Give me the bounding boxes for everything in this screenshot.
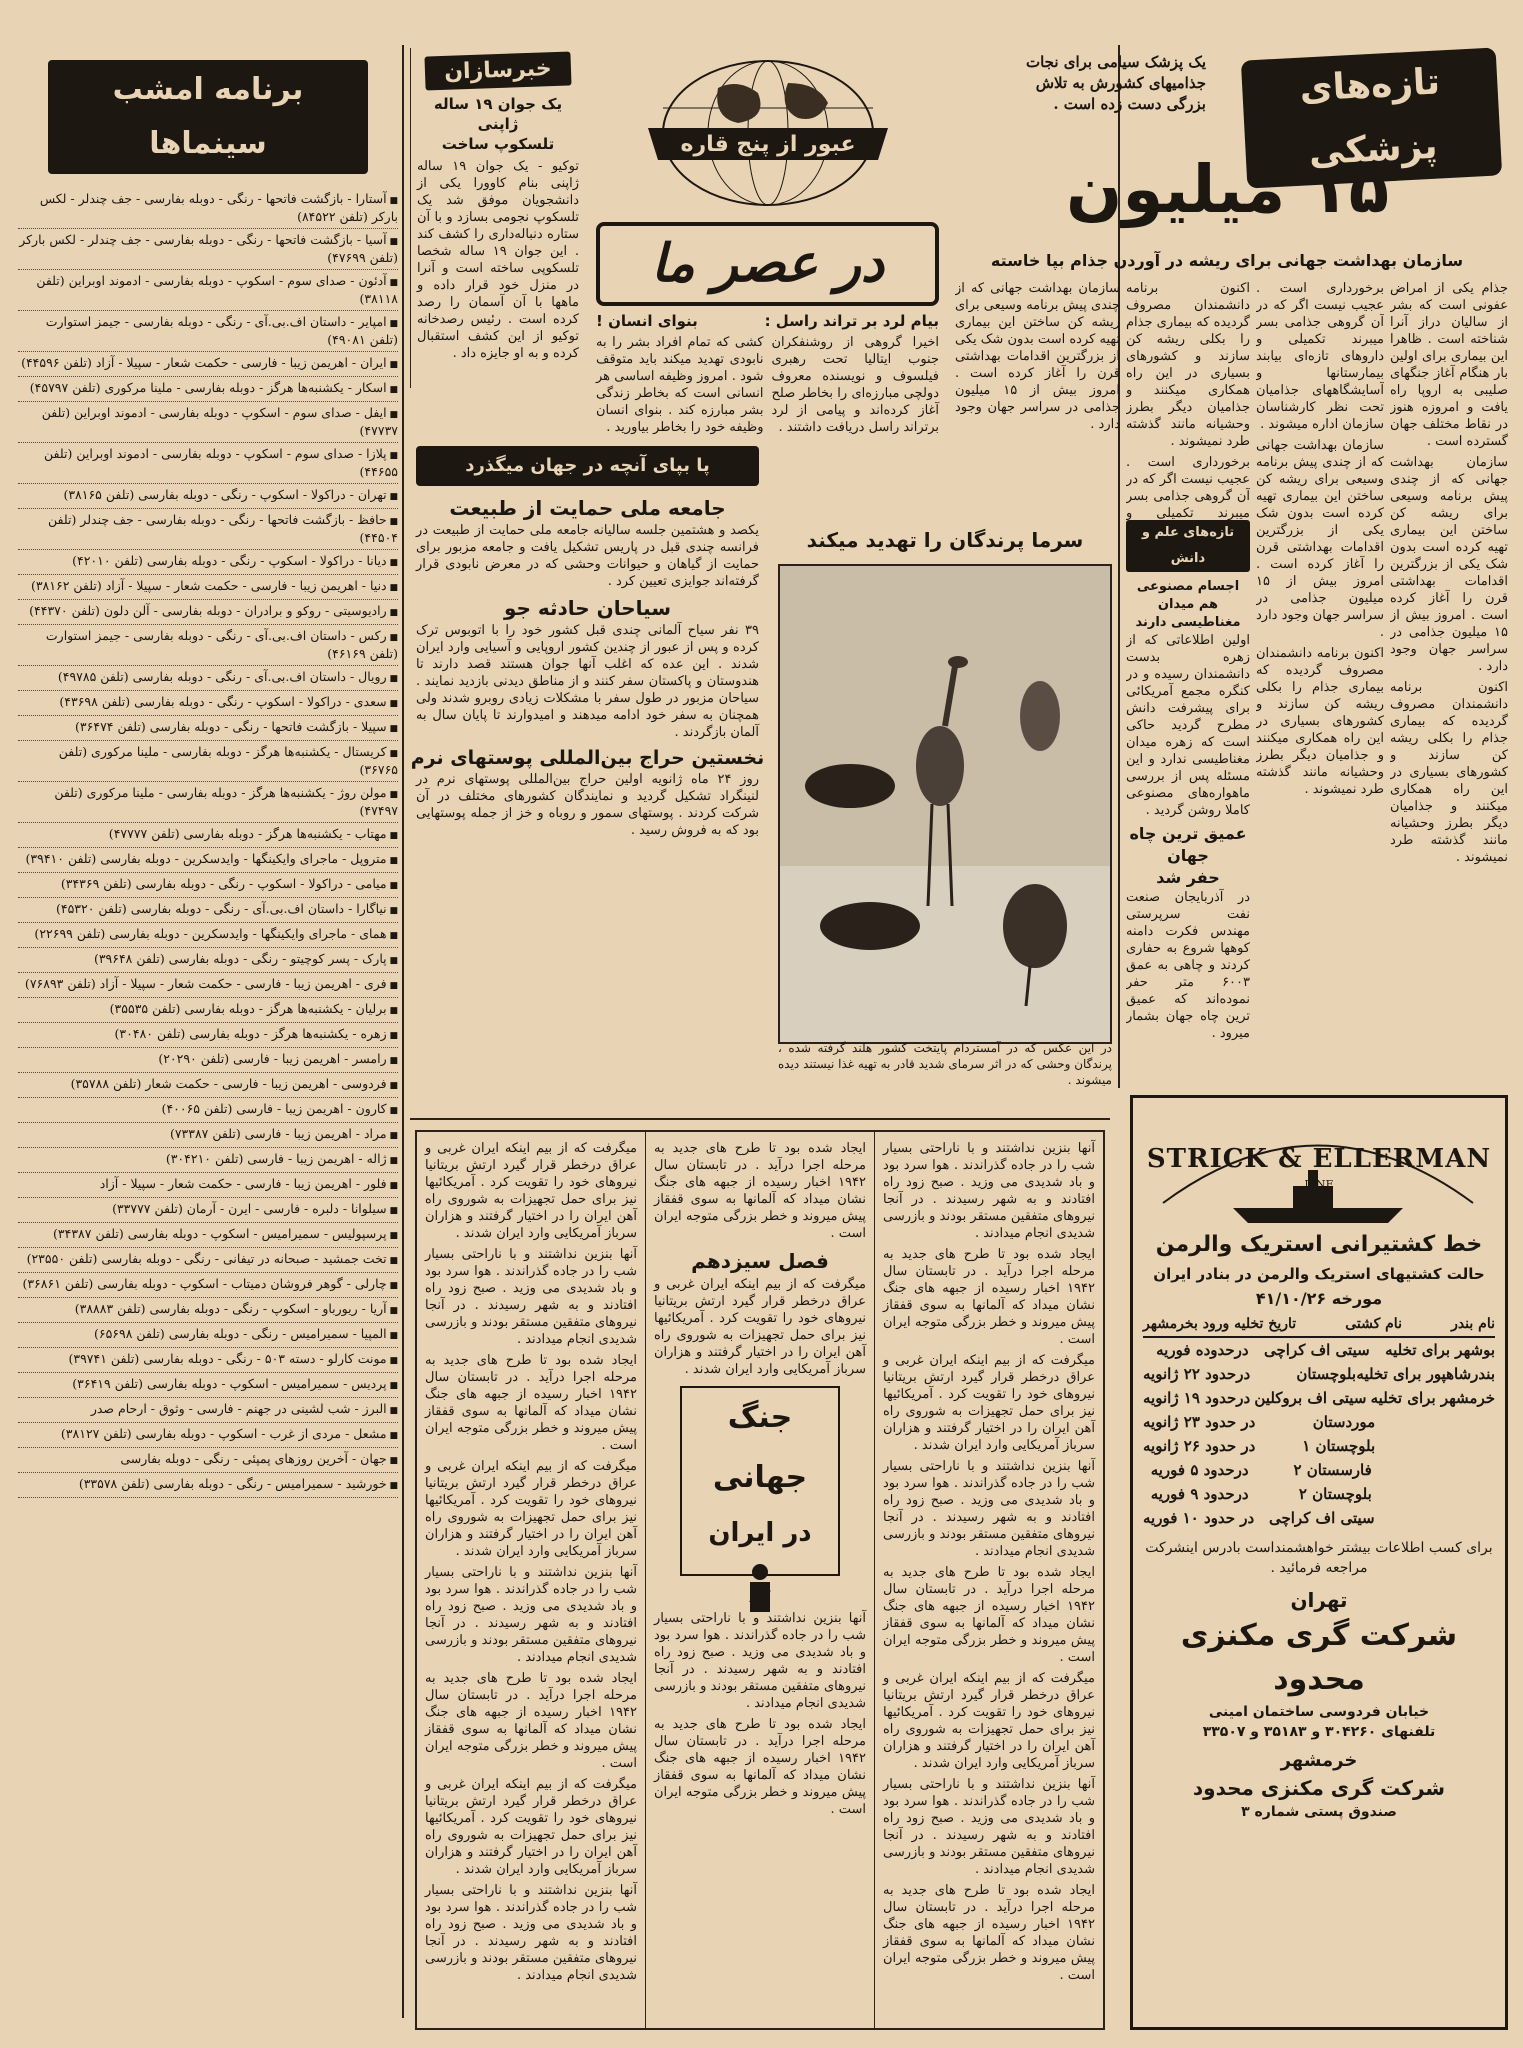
serial-text: ایجاد شده بود تا طرح های جدید به مرحله اجرا درآید . در تابستان سال ۱۹۴۲ اخبار رسیده از جبهه های جنگ نشان میداد که آلمانها به سوی قفقاز پیش میروند و خطر بزرگی متوجه ایران است . — [654, 1717, 866, 1817]
cinema-listing: ■ برلیان - یکشنبه‌ها هرگز - دوبله بفارسی (تلفن ۳۵۵۳۵) — [18, 998, 398, 1023]
serial-poster — [680, 1386, 840, 1576]
ad-table-row — [1143, 1506, 1495, 1530]
serial-text: آنها بنزین نداشتند و با ناراحتی بسیار شب را در جاده گذراندند . هوا سرد بود و باد شدیدی می وزید . صبح زود راه افتادند و به شهر رسیدند . در آنجا نیروهای متفقین مستقر بودند و بازرسی شدیدی انجام میدادند . — [425, 1247, 637, 1347]
ad-cell-date: در حدود ۲۶ ژانویه — [1143, 1437, 1256, 1455]
cinema-listing: ■ سیلوانا - دلبره - فارسی - ایرن - آرمان (تلفن ۳۳۷۷۷) — [18, 1198, 398, 1223]
ad-cell-date: درحدود ۲۲ ژانویه — [1143, 1365, 1251, 1383]
era-section — [590, 222, 945, 437]
science-section — [1126, 520, 1250, 1105]
cinema-listing: ■ مشعل - مردی از غرب - اسکوپ - دوبله بفارسی (تلفن ۳۸۱۲۷) — [18, 1423, 398, 1448]
ad-cell-port — [1389, 1434, 1495, 1458]
cinema-listing: ■ اسکار - یکشنبه‌ها هرگز - دوبله بفارسی - ملینا مرکوری (تلفن ۴۵۷۹۷) — [18, 377, 398, 402]
ad-note: برای کسب اطلاعات بیشتر خواهشمنداست بادرس اینشرکت مراجعه فرمائید . — [1145, 1540, 1493, 1576]
ad-col-header: نام کشتی — [1345, 1316, 1402, 1332]
cinema-listing: ■ زهره - یکشنبه‌ها هرگز - دوبله بفارسی (تلفن ۳۰۴۸۰) — [18, 1023, 398, 1048]
serial-text: ایجاد شده بود تا طرح های جدید به مرحله اجرا درآید . در تابستان سال ۱۹۴۲ اخبار رسیده از جبهه های جنگ نشان میداد که آلمانها به سوی قفقاز پیش میروند و خطر بزرگی متوجه ایران است . — [883, 1883, 1095, 1983]
cinema-listing: ■ ایفل - صدای سوم - اسکوپ - دوبله بفارسی - ادموند اوبراین (تلفن ۴۷۷۳۷) — [18, 402, 398, 443]
cinema-list — [18, 188, 398, 1498]
ad-table-row — [1143, 1386, 1495, 1410]
serial-text: میگرفت که از بیم اینکه ایران غربی و عراق درخطر قرار گیرد ارتش بریتانیا نیروهای خود را تقویت کرد . آمریکائیها نیز برای حمل تجهیزات به شوروی راه آهن ایران را در اختیار گرفتند و هزاران سرباز آمریکایی وارد ایران شدند . — [654, 1277, 866, 1377]
birds-image — [780, 566, 1110, 1042]
medical-text: اکنون برنامه دانشمندان مصروف گردیده که بیماری جذام را بکلی ریشه کن سازند و کشورهای بسیاری در این راه همکاری میکنند و جذامیان دیگر بطرز وحشیانه مانند گذشته طرد نمیشوند . — [1256, 646, 1384, 797]
poster-title: جنگ جهانی — [712, 1400, 808, 1495]
ad-cell-date: درحدود ۱۹ ژانویه — [1143, 1389, 1251, 1407]
cinema-listing: ■ مولن روژ - یکشنبه‌ها هرگز - دوبله بفارسی - ملینا مرکوری (تلفن ۴۷۴۹۷) — [18, 782, 398, 823]
ad-cell-date: در حدود ۲۳ ژانویه — [1143, 1413, 1256, 1431]
medical-text: برخورداری است . عجیب نیست اگر که در آن گروهی جذامی بسر میبرند تکمیلی و داروهای تازه‌ای بیابند بیمارستانها و آسایشگاههای جذامیان تحت نظر کارشناسان سازمان اداره میشوند . — [1256, 281, 1384, 432]
ad-cell-ship: بلوچستان ۲ — [1298, 1485, 1372, 1503]
era-title-box — [596, 222, 939, 306]
ad-cell-ship: موردستان — [1312, 1413, 1376, 1431]
cinema-listing: ■ پلازا - صدای سوم - اسکوپ - دوبله بفارسی - ادموند اوبراین (تلفن ۴۴۶۵۵) — [18, 443, 398, 484]
serial-text: آنها بنزین نداشتند و با ناراحتی بسیار شب را در جاده گذراندند . هوا سرد بود و باد شدیدی می وزید . صبح زود راه افتادند و به شهر رسیدند . در آنجا نیروهای متفقین مستقر بودند و بازرسی شدیدی انجام میدادند . — [654, 1611, 866, 1711]
serial-text: میگرفت که از بیم اینکه ایران غربی و عراق درخطر قرار گیرد ارتش بریتانیا نیروهای خود را تقویت کرد . آمریکائیها نیز برای حمل تجهیزات به شوروی راه آهن ایران را در اختیار گرفتند و هزاران سرباز آمریکایی وارد ایران شدند . — [883, 1671, 1095, 1771]
ad-city: خرمشهر — [1280, 1750, 1358, 1771]
cinema-listing: ■ کریستال - یکشنبه‌ها هرگز - دوبله بفارسی - ملینا مرکوری (تلفن ۳۶۷۶۵) — [18, 741, 398, 782]
science-headline: اجسام مصنوعی هم میدان — [1136, 579, 1240, 612]
ad-logo-text: STRICK & ELLERMAN — [1146, 1144, 1492, 1174]
ad-cell-ship: سیتی اف بروکلین — [1254, 1389, 1367, 1407]
cinema-listing: ■ مونت کارلو - دسته ۵۰۳ - رنگی - دوبله بفارسی (تلفن ۳۹۷۴۱) — [18, 1348, 398, 1373]
cinema-listing: ■ همای - ماجرای وایکینگها - وایدسکرین - دوبله بفارسی (تلفن ۲۲۶۹۹) — [18, 923, 398, 948]
medical-text: سازمان بهداشت جهانی که از چندی پیش برنامه وسیعی برای ریشه کن ساختن این بیماری تهیه کرده است بدون شک یکی از بزرگترین اقدامات بهداشتی قرن را آغاز کرده است . امروز بیش از ۱۵ میلیون جذامی در سراسر جهان وجود دارد . — [1256, 438, 1384, 640]
ad-table-row — [1143, 1458, 1495, 1482]
ad-cell-port — [1389, 1482, 1495, 1506]
cinema-listing: ■ امپایر - داستان اف.بی.آی - رنگی - دوبله بفارسی - جیمز استوارت (تلفن ۴۹۰۸۱) — [18, 311, 398, 352]
ad-col-header: تاریخ تخلیه ورود بخرمشهر — [1143, 1316, 1297, 1332]
cinema-listing: ■ ژاله - اهریمن زیبا - فارسی (تلفن ۳۰۴۲۱۰) — [18, 1148, 398, 1173]
world-headline: نخستین حراج بین‌المللی پوستهای نرم — [410, 747, 765, 769]
serial-text: ایجاد شده بود تا طرح های جدید به مرحله اجرا درآید . در تابستان سال ۱۹۴۲ اخبار رسیده از جبهه های جنگ نشان میداد که آلمانها به سوی قفقاز پیش میروند و خطر بزرگی متوجه ایران است . — [425, 1353, 637, 1453]
cinema-listing: ■ کارون - اهریمن زیبا - فارسی (تلفن ۴۰۰۶۵) — [18, 1098, 398, 1123]
ad-table — [1143, 1338, 1495, 1530]
ad-cell-ship: سیتی اف کراچی — [1268, 1509, 1375, 1527]
ad-subtitle: حالت کشتیهای استریک والرمن در بنادر ایران — [1153, 1265, 1485, 1283]
world-headline: سیاحان حادثه جو — [503, 596, 672, 620]
ad-cell-date: درحدود ۹ فوریه — [1150, 1485, 1249, 1503]
cinema-listing: ■ حافظ - بازگشت فاتحها - رنگی - دوبله بفارسی - جف چندلر (تلفن ۴۴۵۰۴) — [18, 509, 398, 550]
cinema-listing: ■ آسیا - بازگشت فاتحها - رنگی - دوبله بفارسی - جف چندلر - لکس بارکر (تلفن ۴۷۶۹۹) — [18, 229, 398, 270]
serial-text: آنها بنزین نداشتند و با ناراحتی بسیار شب را در جاده گذراندند . هوا سرد بود و باد شدیدی می وزید . صبح زود راه افتادند و به شهر رسیدند . در آنجا نیروهای متفقین مستقر بودند و بازرسی شدیدی انجام میدادند . — [425, 1565, 637, 1665]
world-bar-title: پا بپای آنچه در جهان میگذرد — [416, 446, 759, 486]
news-makers-badge: خبرسازان — [424, 51, 571, 90]
serial-section — [415, 1130, 1105, 2030]
ad-cell-date: درحدوده فوریه — [1156, 1341, 1249, 1359]
cinema-listing: ■ پارک - پسر کوچیتو - رنگی - دوبله بفارسی (تلفن ۳۹۶۴۸) — [18, 948, 398, 973]
ad-cell-ship: بلوچستان — [1296, 1365, 1357, 1383]
news-makers-headline: یک جوان ۱۹ ساله ژاپنی — [433, 95, 563, 133]
cinema-listing: ■ رادیوسیتی - روکو و برادران - دوبله بفارسی - آلن دلون (تلفن ۴۴۳۷۰) — [18, 600, 398, 625]
cinema-listing: ■ مراد - اهریمن زیبا - فارسی (تلفن ۷۳۳۸۷) — [18, 1123, 398, 1148]
world-headline: جامعه ملی حمایت از طبیعت — [449, 496, 726, 520]
ad-company: شرکت گری مکنزی محدود — [1192, 1776, 1446, 1800]
serial-text: ایجاد شده بود تا طرح های جدید به مرحله اجرا درآید . در تابستان سال ۱۹۴۲ اخبار رسیده از جبهه های جنگ نشان میداد که آلمانها به سوی قفقاز پیش میروند و خطر بزرگی متوجه ایران است . — [883, 1565, 1095, 1665]
medical-text: سازمان بهداشت جهانی که از چندی پیش برنامه وسیعی برای ریشه کن ساختن این بیماری تهیه کرده است بدون شک یکی از بزرگترین اقدامات بهداشتی قرن را آغاز کرده است . امروز بیش از ۱۵ میلیون جذامی در سراسر جهان وجود دارد . — [1390, 455, 1508, 674]
kicker-line: یک پزشک سیامی برای نجات — [1025, 53, 1206, 71]
ad-cell-port: بوشهر برای تخلیه — [1385, 1341, 1495, 1359]
medical-text: اکنون برنامه دانشمندان مصروف گردیده که بیماری جذام را بکلی ریشه کن سازند و کشورهای بسیاری در این راه همکاری میکنند و جذامیان دیگر بطرز وحشیانه مانند گذشته طرد نمیشوند . — [1390, 680, 1508, 865]
medical-banner: تازه‌های پزشکی — [1241, 47, 1502, 188]
cinema-listing: ■ آریا - ریورباو - اسکوپ - رنگی - دوبله بفارسی (تلفن ۳۸۸۸۳) — [18, 1298, 398, 1323]
ad-table-header — [1143, 1312, 1495, 1338]
ad-col-header: نام بندر — [1451, 1316, 1495, 1332]
birds-photo — [778, 564, 1112, 1044]
serial-text: ایجاد شده بود تا طرح های جدید به مرحله اجرا درآید . در تابستان سال ۱۹۴۲ اخبار رسیده از جبهه های جنگ نشان میداد که آلمانها به سوی قفقاز پیش میروند و خطر بزرگی متوجه ایران است . — [654, 1141, 866, 1241]
cinema-listing: ■ نیاگارا - داستان اف.بی.آی - رنگی - دوبله بفارسی (تلفن ۴۵۳۲۰) — [18, 898, 398, 923]
ad-table-row — [1143, 1362, 1495, 1386]
ad-title: خط کشتیرانی استریک والرمن — [1155, 1232, 1483, 1257]
ad-cell-ship: بلوچستان ۱ — [1302, 1437, 1376, 1455]
ad-company: شرکت گری مکنزی محدود — [1180, 1618, 1458, 1697]
serial-text: آنها بنزین نداشتند و با ناراحتی بسیار شب را در جاده گذراندند . هوا سرد بود و باد شدیدی می وزید . صبح زود راه افتادند و به شهر رسیدند . در آنجا نیروهای متفقین مستقر بودند و بازرسی شدیدی انجام میدادند . — [425, 1883, 637, 1983]
news-makers-headline: تلسکوپ ساخت — [441, 135, 555, 153]
cinema-listing: ■ دنیا - اهریمن زیبا - فارسی - حکمت شعار - سپیلا - آزاد (تلفن ۳۸۱۶۲) — [18, 575, 398, 600]
medical-col — [1256, 280, 1384, 1105]
cinema-listing: ■ فردوسی - اهریمن زیبا - فارسی - حکمت شعار (تلفن ۳۵۷۸۸) — [18, 1073, 398, 1098]
cinema-title: برنامه امشب سینماها — [48, 60, 368, 174]
medical-text: برخورداری است . عجیب نیست اگر که در آن گروهی جذامی بسر میبرند تکمیلی و — [1126, 455, 1250, 520]
medical-col — [1126, 280, 1250, 520]
birds-caption-box — [770, 1040, 1120, 1110]
serial-text: میگرفت که از بیم اینکه ایران غربی و عراق درخطر قرار گیرد ارتش بریتانیا نیروهای خود را تقویت کرد . آمریکائیها نیز برای حمل تجهیزات به شوروی راه آهن ایران را در اختیار گرفتند و هزاران سرباز آمریکایی وارد ایران شدند . — [425, 1459, 637, 1559]
ad-cell-port: بندرشاهپور برای تخلیه — [1356, 1365, 1495, 1383]
section-rule — [410, 1118, 1110, 1120]
ad-address: خیابان فردوسی ساختمان امینی — [1208, 1704, 1430, 1720]
science-body: در آذربایجان صنعت نفت سرپرستی مهندس فکرت دامنه کوهها شروع به حفاری کردند و چاهی به عمق ۶۰۰۳ متر حفر نموده‌اند که عمیق ترین چاه جهان بشمار میرود . — [1126, 890, 1250, 1041]
cinema-listing: ■ البرز - شب لشینی در جهنم - فارسی - وثوق - ارحام صدر — [18, 1398, 398, 1423]
cinema-listing: ■ چارلی - گوهر فروشان دمیتاب - اسکوپ - دوبله بفارسی (تلفن ۳۶۸۶۱) — [18, 1273, 398, 1298]
science-body: اولین اطلاعاتی که از زهره بدست دانشمندان رسیده و در کنگره مجمع آمریکائی برای پیشرفت دانش مطرح گردید حاکی است که زهره میدان مغناطیسی ندارد و این مسئله پس از بررسی ماهواره‌های مصنوعی کاملا روشن گردید . — [1126, 633, 1250, 818]
medical-text: سازمان بهداشت جهانی که از چندی پیش برنامه وسیعی برای ریشه کن ساختن این بیماری تهیه کرده است بدون شک یکی از بزرگترین اقدامات بهداشتی قرن را آغاز کرده است . امروز بیش از ۱۵ میلیون جذامی در سراسر جهان وجود دارد . — [955, 281, 1120, 432]
science-headline: مغناطیسی دارند — [1135, 615, 1241, 630]
cinema-listing: ■ متروپل - ماجرای وایکینگها - وایدسکرین - دوبله بفارسی (تلفن ۳۹۴۱۰) — [18, 848, 398, 873]
cinema-listing: ■ آدئون - صدای سوم - اسکوپ - دوبله بفارسی - ادموند اوبراین (تلفن ۳۸۱۱۸) — [18, 270, 398, 311]
serial-col — [417, 1132, 645, 2028]
cinema-listing: ■ فلور - اهریمن زیبا - فارسی - حکمت شعار - سپیلا - آزاد — [18, 1173, 398, 1198]
news-makers-section — [410, 48, 585, 388]
cinema-listing: ■ تهران - دراکولا - اسکوپ - رنگی - دوبله بفارسی (تلفن ۳۸۱۶۵) — [18, 484, 398, 509]
cinema-listing: ■ تخت جمشید - صبحانه در تیفانی - رنگی - دوبله بفارسی (تلفن ۲۳۵۵۰) — [18, 1248, 398, 1273]
cinema-listing: ■ آستارا - بازگشت فاتحها - رنگی - دوبله بفارسی - جف چندلر - لکس بارکر (تلفن ۸۴۵۲۲) — [18, 188, 398, 229]
ad-table-row — [1143, 1434, 1495, 1458]
ad-city: تهران — [1290, 1588, 1348, 1612]
cinema-listing: ■ میامی - دراکولا - اسکوپ - رنگی - دوبله بفارسی (تلفن ۳۴۳۶۹) — [18, 873, 398, 898]
world-section — [410, 440, 765, 1050]
medical-col — [1390, 280, 1508, 1105]
serial-subhead: فصل سیزدهم — [691, 1249, 829, 1273]
ad-cell-date: در حدود ۱۰ فوریه — [1143, 1509, 1255, 1527]
era-body: کشی که تمام افراد بشر را به نابودی تهدید میکند باید متوقف شود . امروز وظیفه اساسی هر انسانی است که بخاطر زندگی بشر مبارزه کند . بنوای انسان وظیفه خود را بخاطر بیاورید . — [596, 335, 764, 435]
birds-headline: سرما پرندگان را تهدید میکند — [806, 528, 1084, 552]
birds-caption: در این عکس که در آمستردام پایتخت کشور هلند گرفته شده ، پرندگان وحشی که در اثر سرمای شدید قادر به تهیه غذا نیستند دیده میشوند . — [778, 1041, 1112, 1087]
science-headline: حفر شد — [1156, 868, 1220, 887]
ad-table-row — [1143, 1338, 1495, 1362]
cinema-listing: ■ فری - اهریمن زیبا - فارسی - حکمت شعار - سپیلا - آزاد (تلفن ۷۶۸۹۳) — [18, 973, 398, 998]
serial-text: آنها بنزین نداشتند و با ناراحتی بسیار شب را در جاده گذراندند . هوا سرد بود و باد شدیدی می وزید . صبح زود راه افتادند و به شهر رسیدند . در آنجا نیروهای متفقین مستقر بودند و بازرسی شدیدی انجام میدادند . — [883, 1777, 1095, 1877]
ad-cell-port: خرمشهر برای تخلیه — [1370, 1389, 1495, 1407]
cinema-listing: ■ دیانا - دراکولا - اسکوپ - رنگی - دوبله بفارسی (تلفن ۴۲۰۱۰) — [18, 550, 398, 575]
era-side-right: بیام لرد بر تراند راسل : — [764, 312, 939, 330]
ad-table-row — [1143, 1410, 1495, 1434]
birds-section — [770, 520, 1120, 1105]
world-body: یکصد و هشتمین جلسه سالیانه جامعه ملی حمایت از طبیعت در فرانسه چندی قبل در پاریس تشکیل یافت و جامعه مزبور برای حمایت از گیاهان و حیوانات وحشی که در معرض نابودی قرار گرفته‌اند جوایزی تعیین کرد . — [416, 523, 759, 589]
medical-text: اکنون برنامه دانشمندان مصروف گردیده که بیماری جذام را بکلی ریشه کن سازند و کشورهای بسیاری در این راه همکاری میکنند و جذامیان دیگر بطرز وحشیانه مانند گذشته طرد نمیشوند . — [1126, 281, 1250, 449]
cinema-listing: ■ ایران - اهریمن زیبا - فارسی - حکمت شعار - سپیلا - آزاد (تلفن ۴۴۵۹۶) — [18, 352, 398, 377]
era-side-left: بنوای انسان ! — [596, 312, 698, 330]
cinema-listing: ■ خورشید - سمیرامیس - رنگی - دوبله بفارسی (تلفن ۳۳۵۷۸) — [18, 1473, 398, 1498]
ad-logo-line: LINE — [1304, 1178, 1334, 1191]
column-rule — [402, 45, 404, 2018]
medical-text: جذام یکی از امراض عفونی است که بشر از سالیان دراز آنرا شناخته است . ظاهرا این بیماری برای اولین بار هنگام آغاز جنگهای صلیبی به اروپا راه یافت و امروزه هنوز در نقاط مختلف جهان گسترده است . — [1390, 281, 1508, 449]
ad-cell-port — [1389, 1506, 1495, 1530]
serial-text: میگرفت که از بیم اینکه ایران غربی و عراق درخطر قرار گیرد ارتش بریتانیا نیروهای خود را تقویت کرد . آمریکائیها نیز برای حمل تجهیزات به شوروی راه آهن ایران را در اختیار گرفتند و هزاران سرباز آمریکایی وارد ایران شدند . — [883, 1353, 1095, 1453]
cinema-listing: ■ سعدی - دراکولا - اسکوپ - رنگی - دوبله بفارسی (تلفن ۴۳۶۹۸) — [18, 691, 398, 716]
serial-text: میگرفت که از بیم اینکه ایران غربی و عراق درخطر قرار گیرد ارتش بریتانیا نیروهای خود را تقویت کرد . آمریکائیها نیز برای حمل تجهیزات به شوروی راه آهن ایران را در اختیار گرفتند و هزاران سرباز آمریکایی وارد ایران شدند . — [425, 1777, 637, 1877]
cinema-listing: ■ سپیلا - بازگشت فاتحها - رنگی - دوبله بفارسی (تلفن ۳۶۴۷۴) — [18, 716, 398, 741]
cinema-listing: ■ رامسر - اهریمن زیبا - فارسی (تلفن ۲۰۲۹۰) — [18, 1048, 398, 1073]
serial-text: ایجاد شده بود تا طرح های جدید به مرحله اجرا درآید . در تابستان سال ۱۹۴۲ اخبار رسیده از جبهه های جنگ نشان میداد که آلمانها به سوی قفقاز پیش میروند و خطر بزرگی متوجه ایران است . — [883, 1247, 1095, 1347]
cinema-listing: ■ مهتاب - یکشنبه‌ها هرگز - دوبله بفارسی (تلفن ۴۷۷۷۷) — [18, 823, 398, 848]
cinema-listing: ■ رکس - داستان اف.بی.آی - رنگی - دوبله بفارسی - جیمز استوارت (تلفن ۴۶۱۶۹) — [18, 625, 398, 666]
ad-cell-port — [1389, 1458, 1495, 1482]
ad-table-row — [1143, 1482, 1495, 1506]
poster-subtitle: در ایران — [708, 1518, 812, 1548]
world-body: روز ۲۴ ماه ژانویه اولین حراج بین‌المللی پوستهای نرم در لنینگراد تشکیل گردید و نمایندگان کشورهای مختلف در آن شرکت کردند . پوستهای سمور و روباه و خز از جمله پوستهایی بود که به فروش رسید . — [416, 772, 760, 838]
cinema-column — [18, 40, 398, 2030]
medical-kicker — [956, 52, 1206, 115]
science-headline: عمیق ترین چاه جهان — [1129, 824, 1247, 865]
ad-date: مورخه ۴۱/۱۰/۲۶ — [1255, 1289, 1383, 1308]
serial-text: آنها بنزین نداشتند و با ناراحتی بسیار شب را در جاده گذراندند . هوا سرد بود و باد شدیدی می وزید . صبح زود راه افتادند و به شهر رسیدند . در آنجا نیروهای متفقین مستقر بودند و بازرسی شدیدی انجام میدادند . — [883, 1459, 1095, 1559]
ad-cell-ship: سیتی اف کراچی — [1264, 1341, 1370, 1359]
ad-logo — [1143, 1108, 1495, 1228]
globe-caption: عبور از پنج قاره — [680, 132, 856, 157]
cinema-listing: ■ رویال - داستان اف.بی.آی - رنگی - دوبله بفارسی (تلفن ۴۹۷۸۵) — [18, 666, 398, 691]
cinema-listing: ■ پرسپولیس - سمیرامیس - اسکوپ - دوبله بفارسی (تلفن ۳۴۳۸۷) — [18, 1223, 398, 1248]
medical-col — [955, 280, 1120, 520]
science-badge: تازه‌های علم و دانش — [1126, 520, 1250, 572]
serial-col — [645, 1132, 874, 2028]
serial-text: ایجاد شده بود تا طرح های جدید به مرحله اجرا درآید . در تابستان سال ۱۹۴۲ اخبار رسیده از جبهه های جنگ نشان میداد که آلمانها به سوی قفقاز پیش میروند و خطر بزرگی متوجه ایران است . — [425, 1671, 637, 1771]
serial-text: آنها بنزین نداشتند و با ناراحتی بسیار شب را در جاده گذراندند . هوا سرد بود و باد شدیدی می وزید . صبح زود راه افتادند و به شهر رسیدند . در آنجا نیروهای متفقین مستقر بودند و بازرسی شدیدی انجام میدادند . — [883, 1141, 1095, 1241]
news-makers-body: توکیو - یک جوان ۱۹ ساله ژاپنی بنام کاوورا یکی از دانشجویان موفق شد یک تلسکوپ نجومی بسازد و با آن ستاره دنباله‌داری را کشف کند . این جوان ۱۹ ساله شخصا تلسکوپی ساخته است و آنرا در منزل خود قرار داده و ماهها با آن آسمان را رصد کرده است . رئیس رصدخانه توکیو از این کشف استقبال کرده و به او جایزه داد . — [417, 159, 580, 361]
medical-subhead: سازمان بهداشت جهانی برای ریشه در آوردن جذام بپا خاسته — [990, 251, 1464, 270]
kicker-line: جذامیهای کشورش به تلاش — [1035, 74, 1206, 92]
serial-number: ۸۷ — [749, 1586, 771, 1607]
era-body: اخیرا گروهی از روشنفکران جنوب ایتالیا تحت رهبری فیلسوف و نویسنده معروف دولچی مبارزه‌ای را بخاطر صلح آغاز کرده‌اند و پیامی از لرد برتراند راسل دریافت داشتند . — [771, 335, 939, 435]
serial-text: میگرفت که از بیم اینکه ایران غربی و عراق درخطر قرار گیرد ارتش بریتانیا نیروهای خود را تقویت کرد . آمریکائیها نیز برای حمل تجهیزات به شوروی راه آهن ایران را در اختیار گرفتند و هزاران سرباز آمریکایی وارد ایران شدند . — [425, 1141, 637, 1241]
ad-address: صندوق پستی شماره ۳ — [1241, 1804, 1397, 1820]
era-title: در عصر ما — [651, 234, 884, 294]
world-body: ۳۹ نفر سیاح آلمانی چندی قبل کشور خود را با اتوبوس ترک کرده و پس از عبور از چندین کشور اروپایی و آسیایی وارد ایران شدند . این عده که اغلب آنها جوان هستند قصد دارند تا هندوستان و پاکستان سفر کنند و از مناطق دیدنی بازدید نمایند . سیاحان مزبور در طول سفر با مشکلات زیادی روبرو شدند ولی همچنان به سفر خود ادامه میدهند و امیدوارند تا پایان سال به آلمان بازگردند . — [416, 623, 759, 740]
cinema-listing: ■ جهان - آخرین روزهای پمپئی - رنگی - دوبله بفارسی — [18, 1448, 398, 1473]
cinema-listing: ■ المپیا - سمیرامیس - رنگی - دوبله بفارسی (تلفن ۶۵۶۹۸) — [18, 1323, 398, 1348]
medical-header — [950, 44, 1505, 244]
globe-banner — [588, 48, 948, 218]
medical-subhead-box — [952, 248, 1502, 276]
ad-cell-date: درحدود ۵ فوریه — [1150, 1461, 1249, 1479]
ad-cell-port — [1389, 1410, 1495, 1434]
cinema-listing: ■ پردیس - سمیرامیس - اسکوپ - دوبله بفارسی (تلفن ۳۶۴۱۹) — [18, 1373, 398, 1398]
ad-cell-ship: فارسستان ۲ — [1293, 1461, 1372, 1479]
medical-headline: ۱۵ میلیون — [1066, 151, 1389, 228]
serial-col — [874, 1132, 1103, 2028]
ad-phones: تلفنهای ۳۰۴۲۶۰ و ۳۵۱۸۳ و ۳۳۵۰۷ — [1202, 1724, 1436, 1740]
shipping-ad — [1130, 1095, 1508, 2030]
kicker-line: بزرگی دست زده است . — [1053, 95, 1206, 113]
